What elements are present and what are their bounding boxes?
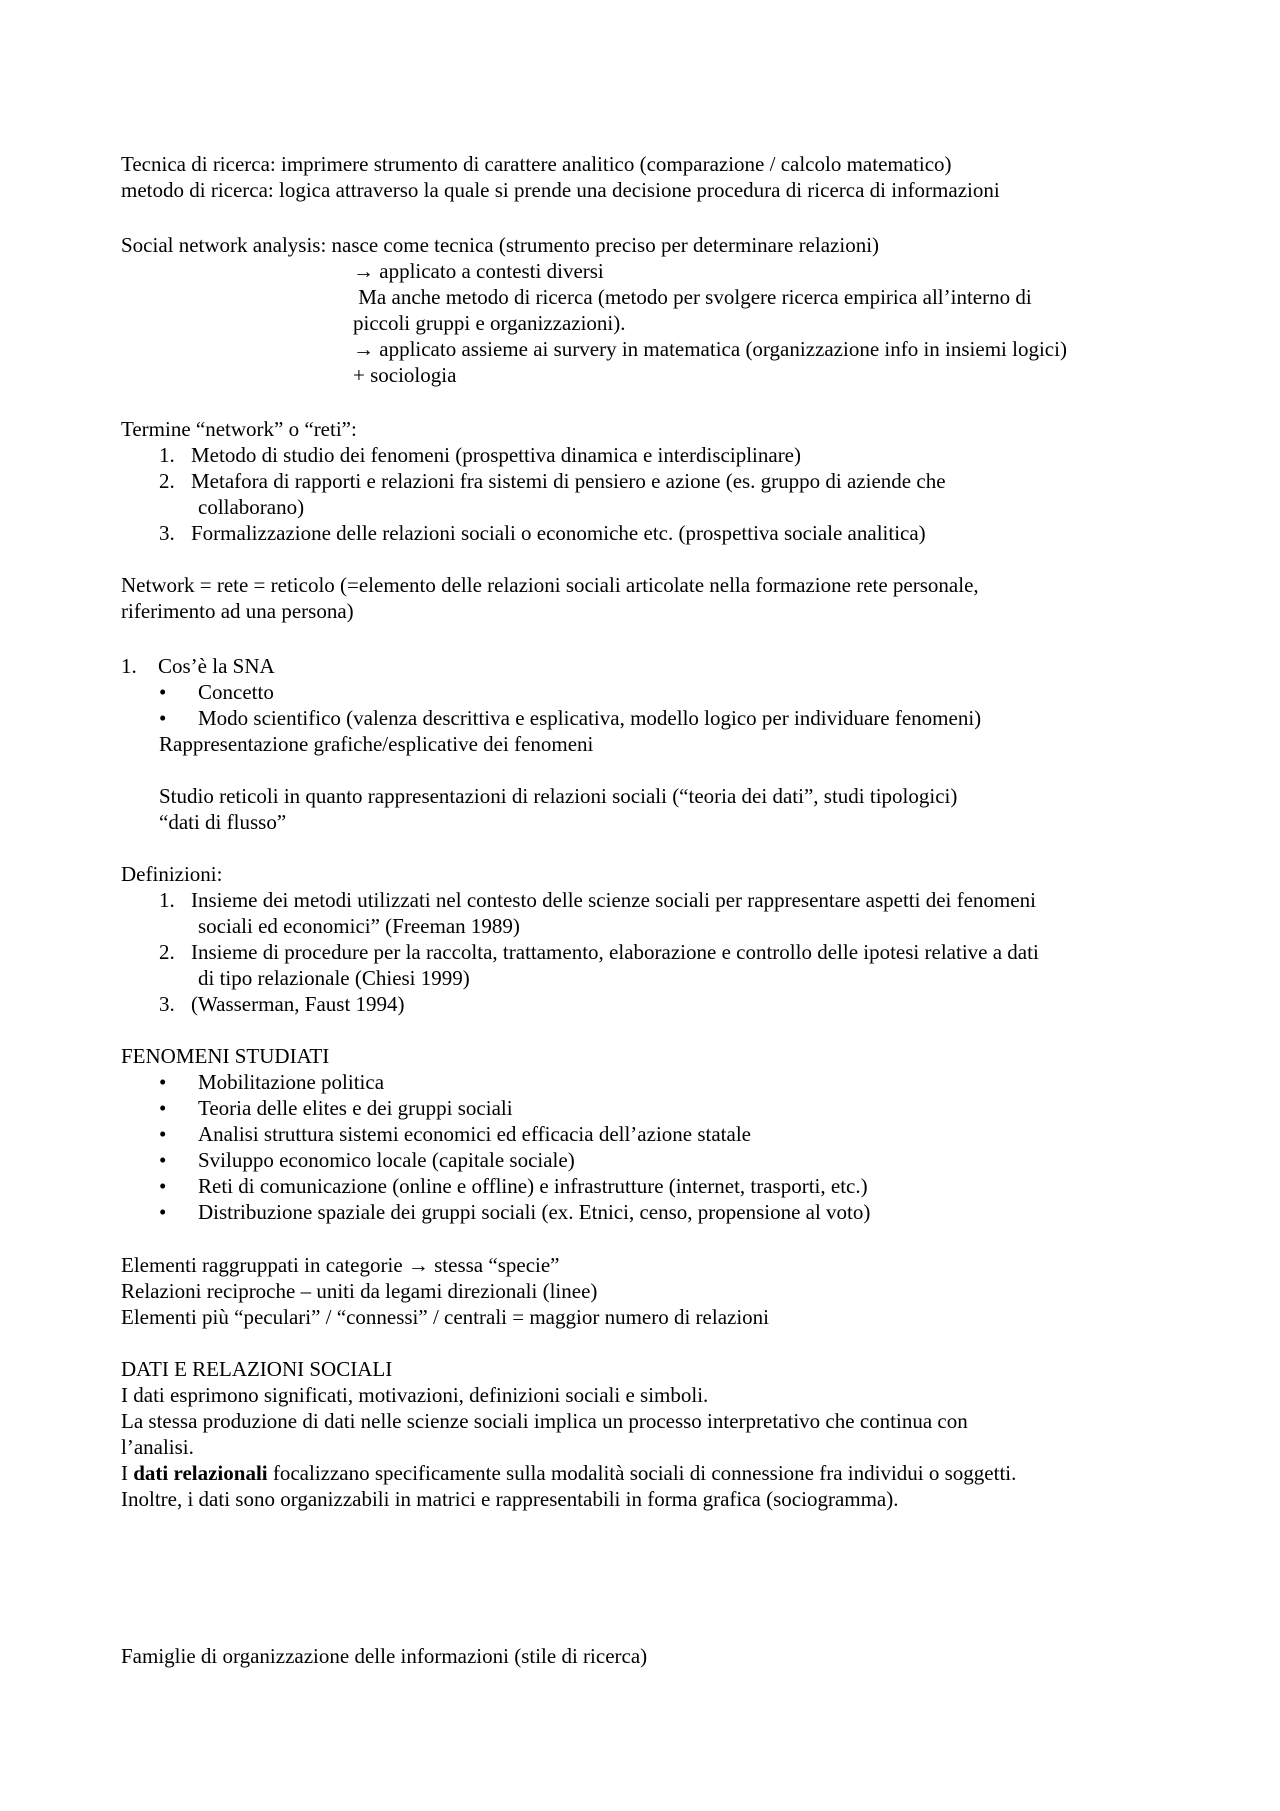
dati-line: La stessa produzione di dati nelle scienze sociali implica un processo interpretativo che continua con [121,1409,968,1433]
list-item-text: Sviluppo economico locale (capitale sociale) [198,1148,575,1172]
bullet-marker: • [159,1200,167,1224]
list-item-text: (Wasserman, Faust 1994) [191,992,405,1016]
list-item-text: Teoria delle elites e dei gruppi sociali [198,1096,513,1120]
list-item [159,1069,1181,1095]
cosa-study-line: “dati di flusso” [159,810,287,834]
sna-section [121,232,1181,388]
dati-relazionali-bold: dati relazionali [133,1461,268,1485]
list-number: 2. [159,940,175,964]
dati-line: I dati esprimono significati, motivazioni, definizioni sociali e simboli. [121,1383,709,1407]
list-item [159,939,1181,965]
list-number: 3. [159,521,175,545]
elementi-line: Elementi raggruppati in categorie → stessa “specie” [121,1253,560,1277]
elementi-line: Elementi più “peculari” / “connessi” / centrali = maggior numero di relazioni [121,1305,770,1329]
list-item-continuation: di tipo relazionale (Chiesi 1999) [198,966,470,990]
network-definition [121,572,1181,624]
sna-indent-line: → applicato assieme ai survery in matematica (organizzazione info in insiemi logici) [353,337,1067,361]
list-item [159,1121,1181,1147]
list-item [159,1147,1181,1173]
fenomeni-heading: FENOMENI STUDIATI [121,1044,330,1068]
fenomeni-list [121,1069,1181,1225]
network-def-line: Network = rete = reticolo (=elemento delle relazioni sociali articolate nella formazione rete personale, [121,573,979,597]
list-item-text: Concetto [198,680,274,704]
definizioni-section [121,861,1181,1017]
list-number: 3. [159,992,175,1016]
cosa-section [121,653,1181,835]
cosa-bullets [121,679,1181,835]
list-item [159,442,1181,468]
list-item [159,991,1181,1017]
dati-text: focalizzano specificamente sulla modalità sociali di connessione fra individui o soggetti. [267,1461,1017,1485]
list-item [159,520,1181,546]
list-number: 1. [121,654,137,678]
list-item-text: Analisi struttura sistemi economici ed efficacia dell’azione statale [198,1122,751,1146]
dati-text: I [121,1461,134,1485]
list-item-text: Metodo di studio dei fenomeni (prospettiva dinamica e interdisciplinare) [191,443,801,467]
list-item-text: Mobilitazione politica [198,1070,385,1094]
dati-line [121,1460,1181,1486]
intro-section [121,151,1181,203]
bullet-marker: • [159,1096,167,1120]
list-number: 1. [159,443,175,467]
definizioni-heading: Definizioni: [121,862,223,886]
sna-line: Social network analysis: nasce come tecnica (strumento preciso per determinare relazioni) [121,233,880,257]
list-item [159,679,1181,705]
list-item [159,1199,1181,1225]
bullet-marker: • [159,1148,167,1172]
bullet-marker: • [159,1174,167,1198]
sna-indented-block [121,258,1181,388]
list-item [159,468,1181,494]
dati-heading: DATI E RELAZIONI SOCIALI [121,1357,393,1381]
bullet-marker: • [159,1070,167,1094]
dati-line: l’analisi. [121,1435,194,1459]
list-item-text: Formalizzazione delle relazioni sociali o economiche etc. (prospettiva sociale analitica) [191,521,926,545]
fenomeni-section [121,1043,1181,1225]
sna-indent-line: + sociologia [353,363,457,387]
sna-indent-line: piccoli gruppi e organizzazioni). [353,311,626,335]
list-item-text: Distribuzione spaziale dei gruppi sociali (ex. Etnici, censo, propensione al voto) [198,1200,871,1224]
cosa-after-bullets: Rappresentazione grafiche/esplicative dei fenomeni [159,732,594,756]
list-item-text: Insieme dei metodi utilizzati nel contesto delle scienze sociali per rappresentare aspetti dei fenomeni [191,888,1036,912]
list-number: 1. [159,888,175,912]
list-item [159,705,1181,731]
famiglie-line: Famiglie di organizzazione delle informazioni (stile di ricerca) [121,1644,648,1668]
definizioni-list [121,887,1181,1017]
list-item-continuation: collaborano) [198,495,305,519]
cosa-study-line: Studio reticoli in quanto rappresentazioni di relazioni sociali (“teoria dei dati”, studi tipologici) [159,784,958,808]
list-item-continuation: sociali ed economici” (Freeman 1989) [198,914,520,938]
list-item [159,1095,1181,1121]
cosa-title-row [121,653,1181,679]
list-item [159,887,1181,913]
intro-line: Tecnica di ricerca: imprimere strumento di carattere analitico (comparazione / calcolo matematico) [121,152,952,176]
list-item-text: Metafora di rapporti e relazioni fra sistemi di pensiero e azione (es. gruppo di aziende che [191,469,946,493]
bullet-marker: • [159,706,167,730]
elementi-line: Relazioni reciproche – uniti da legami direzionali (linee) [121,1279,598,1303]
list-item-text: Reti di comunicazione (online e offline) e infrastrutture (internet, trasporti, etc.) [198,1174,868,1198]
sna-indent-line: Ma anche metodo di ricerca (metodo per svolgere ricerca empirica all’interno di [353,285,1032,309]
cosa-title: Cos’è la SNA [158,654,275,678]
termine-heading: Termine “network” o “reti”: [121,417,357,441]
list-item [159,1173,1181,1199]
list-number: 2. [159,469,175,493]
dati-section [121,1356,1181,1512]
elementi-section [121,1252,1181,1330]
list-item-text: Modo scientifico (valenza descrittiva e esplicativa, modello logico per individuare fenomeni) [198,706,982,730]
bullet-marker: • [159,680,167,704]
network-def-line: riferimento ad una persona) [121,599,354,623]
sna-indent-line: → applicato a contesti diversi [353,259,604,283]
intro-line: metodo di ricerca: logica attraverso la quale si prende una decisione procedura di ricerca di informazioni [121,178,1000,202]
termine-list [121,442,1181,546]
list-item-text: Insieme di procedure per la raccolta, trattamento, elaborazione e controllo delle ipotesi relative a dati [191,940,1039,964]
dati-line: Inoltre, i dati sono organizzabili in matrici e rappresentabili in forma grafica (sociogramma). [121,1487,899,1511]
bullet-marker: • [159,1122,167,1146]
termine-section [121,416,1181,546]
famiglie-section [121,1643,1181,1669]
